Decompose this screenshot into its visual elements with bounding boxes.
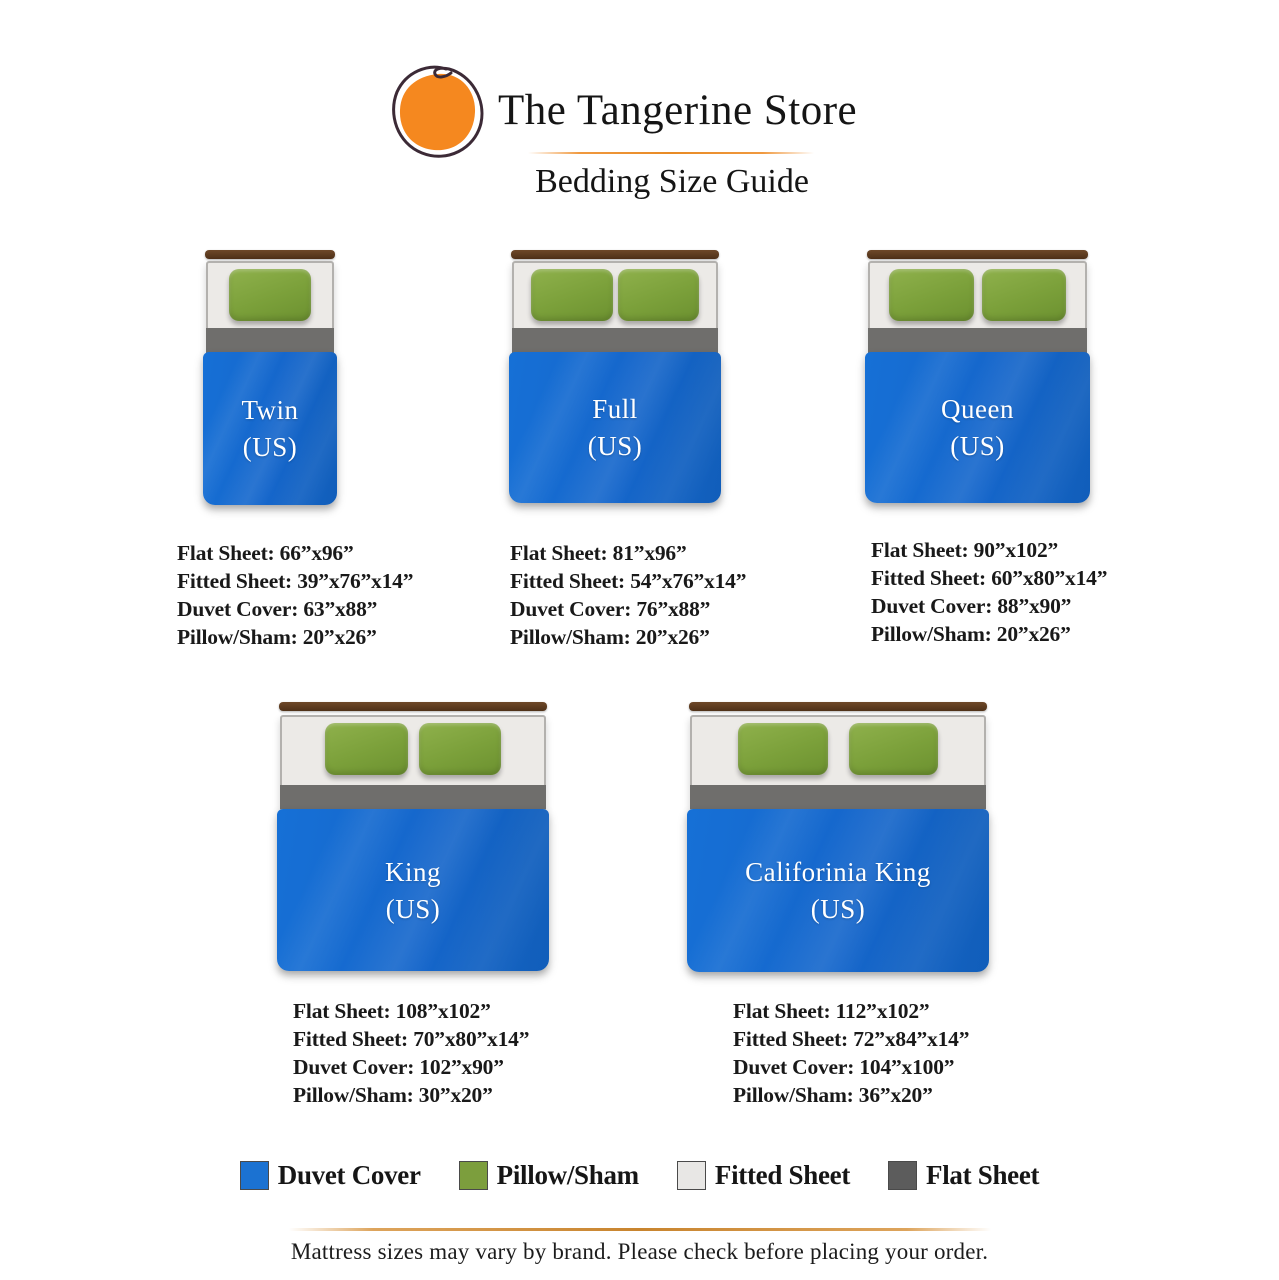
pillow-sham <box>982 269 1067 321</box>
footer-divider <box>289 1228 991 1231</box>
bed-region-label: (US) <box>810 894 866 924</box>
legend-label: Fitted Sheet <box>714 1160 851 1190</box>
page-title: Bedding Size Guide <box>535 163 809 200</box>
bed-diagram <box>690 702 986 972</box>
spec-line: Duvet Cover: 104”x100” <box>733 1055 955 1079</box>
bed-specs <box>733 997 969 1109</box>
spec-line: Flat Sheet: 108”x102” <box>293 999 491 1023</box>
pillow-sham <box>531 269 613 321</box>
flat-sheet-band <box>512 328 718 353</box>
header-divider <box>528 152 814 154</box>
duvet-cover <box>203 352 337 505</box>
pillow-sham <box>229 269 311 321</box>
pillow-row <box>868 269 1087 321</box>
legend-swatch-icon <box>240 1161 269 1190</box>
duvet-cover <box>687 809 989 972</box>
spec-line: Flat Sheet: 90”x102” <box>871 538 1059 562</box>
legend-item <box>459 1160 639 1191</box>
duvet-cover <box>509 352 721 503</box>
bed-diagram <box>512 250 718 503</box>
legend-swatch-icon <box>677 1161 706 1190</box>
pillow-sham <box>738 723 828 775</box>
spec-line: Duvet Cover: 76”x88” <box>510 597 711 621</box>
disclaimer-note: Mattress sizes may vary by brand. Please check before placing your order. <box>290 1239 989 1264</box>
pillow-row <box>280 723 546 775</box>
flat-sheet-band <box>868 328 1087 353</box>
pillow-sham <box>618 269 700 321</box>
legend-item <box>240 1160 421 1191</box>
spec-line: Flat Sheet: 112”x102” <box>733 999 930 1023</box>
headboard <box>205 250 335 259</box>
spec-line: Pillow/Sham: 20”x26” <box>871 622 1071 646</box>
bed-region-label: (US) <box>385 893 441 924</box>
bed-region-label: (US) <box>242 432 298 462</box>
pillow-sham <box>889 269 974 321</box>
spec-line: Fitted Sheet: 39”x76”x14” <box>177 569 414 593</box>
bed-diagram <box>206 250 334 505</box>
legend-label: Pillow/Sham <box>496 1160 639 1190</box>
duvet-cover <box>277 809 549 971</box>
bed-specs <box>871 536 1107 648</box>
spec-line: Duvet Cover: 63”x88” <box>177 597 378 621</box>
pillow-sham <box>849 723 939 775</box>
spec-line: Pillow/Sham: 20”x26” <box>510 625 710 649</box>
headboard <box>689 702 987 711</box>
spec-line: Flat Sheet: 81”x96” <box>510 541 687 565</box>
pillow-row <box>206 269 334 321</box>
spec-line: Fitted Sheet: 72”x84”x14” <box>733 1027 970 1051</box>
spec-line: Duvet Cover: 102”x90” <box>293 1055 504 1079</box>
bed-size-label: King <box>385 856 441 887</box>
spec-line: Fitted Sheet: 54”x76”x14” <box>510 569 747 593</box>
tangerine-logo-icon <box>386 60 488 162</box>
bed-specs <box>293 997 529 1109</box>
spec-line: Duvet Cover: 88”x90” <box>871 594 1072 618</box>
spec-line: Fitted Sheet: 60”x80”x14” <box>871 566 1108 590</box>
spec-line: Flat Sheet: 66”x96” <box>177 541 354 565</box>
bed-size-label: Queen <box>941 394 1014 424</box>
legend-label: Flat Sheet <box>926 1160 1040 1190</box>
spec-line: Pillow/Sham: 20”x26” <box>177 625 377 649</box>
pillow-row <box>690 723 986 775</box>
bed-diagram <box>868 250 1087 503</box>
pillow-sham <box>419 723 502 775</box>
pillow-sham <box>325 723 408 775</box>
legend-item <box>888 1160 1039 1191</box>
flat-sheet-band <box>206 328 334 353</box>
duvet-cover <box>865 352 1090 503</box>
flat-sheet-band <box>280 785 546 809</box>
headboard <box>867 250 1088 259</box>
flat-sheet-band <box>690 785 986 809</box>
legend-label: Duvet Cover <box>277 1160 421 1190</box>
legend-item <box>677 1160 850 1191</box>
bed-diagram <box>280 702 546 971</box>
bed-region-label: (US) <box>950 431 1005 461</box>
bed-region-label: (US) <box>587 431 643 461</box>
spec-line: Pillow/Sham: 36”x20” <box>733 1083 933 1107</box>
bed-size-label: Twin <box>241 395 299 425</box>
bed-size-label: Califorinia King <box>745 857 931 887</box>
brand-title: The Tangerine Store <box>498 87 858 134</box>
legend-swatch-icon <box>888 1161 917 1190</box>
headboard <box>511 250 719 259</box>
spec-line: Pillow/Sham: 30”x20” <box>293 1083 493 1107</box>
headboard <box>279 702 547 711</box>
legend <box>0 1160 1279 1191</box>
pillow-row <box>512 269 718 321</box>
bed-specs <box>177 539 413 651</box>
bed-size-label: Full <box>592 394 638 424</box>
spec-line: Fitted Sheet: 70”x80”x14” <box>293 1027 530 1051</box>
legend-swatch-icon <box>459 1161 488 1190</box>
bed-specs <box>510 539 746 651</box>
